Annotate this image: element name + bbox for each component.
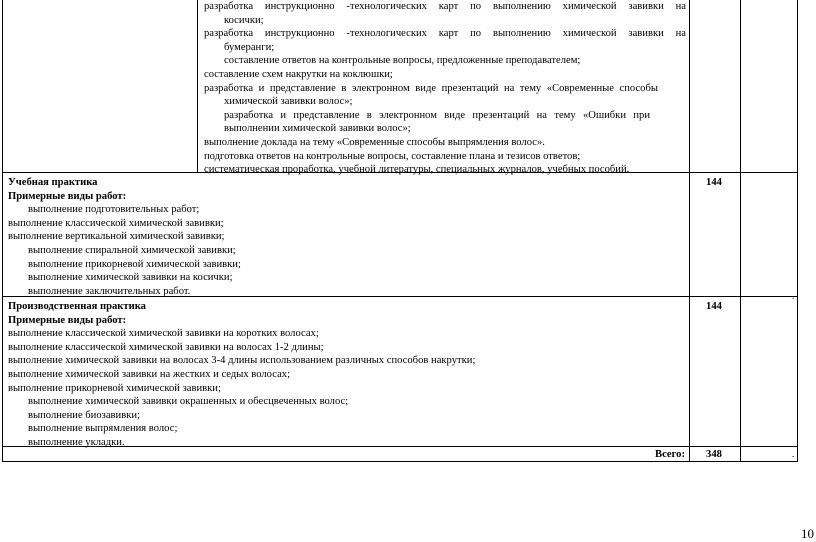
table-left-border (2, 0, 3, 462)
list-line: систематическая проработка, учебной литературы, специальных журналов, учебных пособий. (204, 164, 630, 176)
list-item: выполнение химической завивки на косички; (28, 272, 233, 284)
hours-column-left-border (689, 0, 690, 462)
list-line: выполнение доклада на тему «Современные способы выпрямления волос». (204, 136, 545, 148)
list-item: выполнение биозавивки; (28, 409, 140, 421)
list-line: разработка и представление в электронном виде презентаций на тему «Современные способы (204, 82, 658, 94)
list-line: разработка инструкционно -технологических карт по выполнению химической завивки на (204, 1, 686, 12)
table-right-border (797, 0, 798, 462)
section-title: Учебная практика (8, 177, 98, 188)
margin-mark: . (792, 449, 795, 459)
list-item: выполнение классической химической завивки; (8, 217, 224, 229)
total-label: Всего: (655, 449, 685, 460)
list-line: составление схем накрутки на коклюшки; (204, 68, 393, 80)
list-line: разработка и представление в электронном виде презентаций на тему «Ошибки при (224, 109, 650, 121)
industrial-practice-hours: 144 (706, 301, 722, 312)
section-title: Производственная практика (8, 301, 146, 312)
independent-work-list (204, 0, 686, 177)
list-item: выполнение укладки. (28, 436, 125, 448)
list-item: выполнение классической химической завивки на коротких волосах; (8, 328, 319, 340)
page-number: 10 (801, 526, 814, 541)
list-item: выполнение вертикальной химической завивки; (8, 231, 225, 243)
list-line: химической завивки волос»; (224, 96, 353, 108)
margin-mark: . (792, 291, 795, 301)
list-item: выполнение спиральной химической завивки; (28, 244, 236, 256)
educational-practice-hours: 144 (706, 177, 722, 188)
list-item: выполнение прикорневой химической завивки; (28, 258, 241, 270)
section-subtitle: Примерные виды работ: (8, 314, 127, 326)
section-subtitle: Примерные виды работ: (8, 190, 127, 202)
industrial-practice-section (8, 300, 688, 450)
list-item: выполнение классической химической завивки на волосах 1-2 длины; (8, 341, 324, 353)
list-line: бумеранги; (224, 41, 275, 53)
list-item: выполнение химической завивки на волосах 3-4 длины использованием различных способов накрутки; (8, 355, 476, 367)
list-line: косички; (224, 14, 264, 26)
list-item: выполнение подготовительных работ; (28, 204, 200, 216)
list-line: составление ответов на контрольные вопросы, предложенные преподавателем; (224, 55, 581, 67)
list-line: подготовка ответов на контрольные вопросы, составление плана и тезисов ответов; (204, 150, 581, 162)
list-item: выполнение химической завивки окрашенных и обесцвеченных волос; (28, 396, 349, 408)
educational-practice-section (8, 176, 688, 298)
total-value: 348 (706, 449, 722, 460)
list-item: выполнение прикорневой химической завивки; (8, 382, 221, 394)
list-line: выполнении химической завивки волос»; (224, 123, 411, 135)
hours-column-right-border (740, 0, 741, 462)
list-item: выполнение выпрямления волос; (28, 423, 178, 435)
list-item: выполнение химической завивки на жестких и седых волосах; (8, 368, 291, 380)
list-item: выполнение заключительных работ. (28, 285, 191, 297)
list-line: разработка инструкционно -технологических карт по выполнению химической завивки на (204, 28, 686, 40)
top-inner-left-border (197, 0, 198, 172)
